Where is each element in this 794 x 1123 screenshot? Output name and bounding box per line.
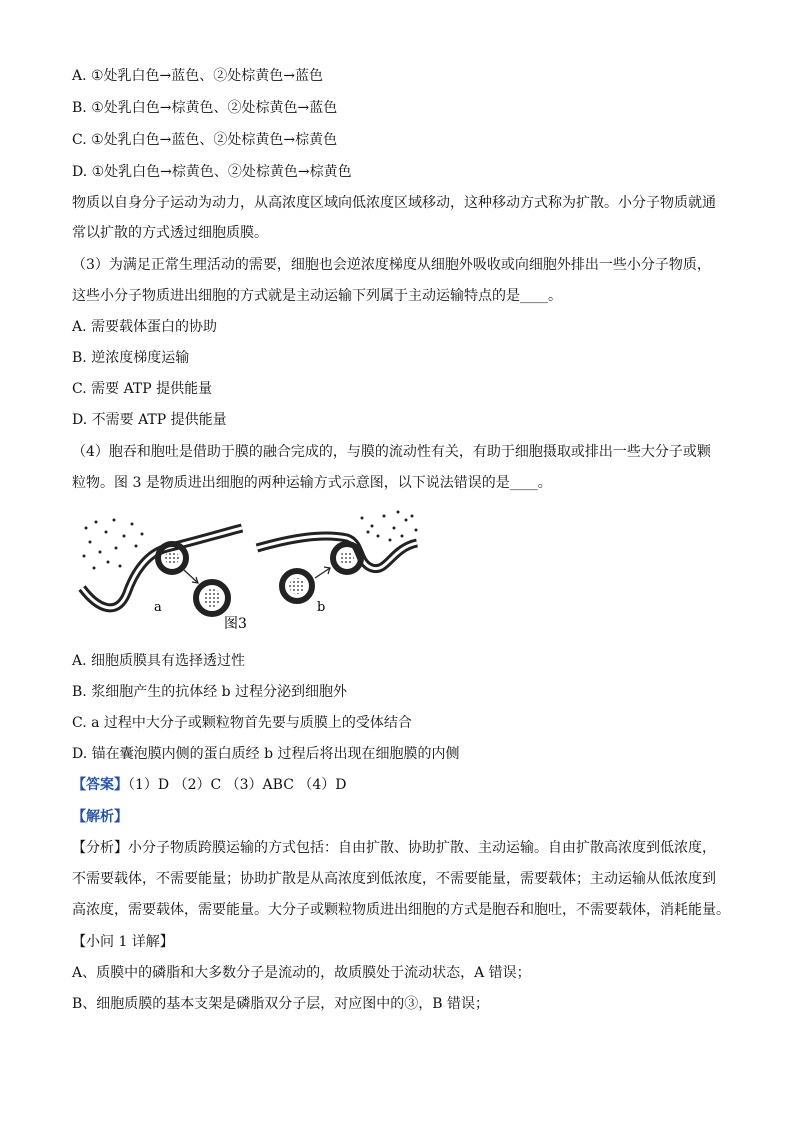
q2-option-a: A. ①处乳白色→蓝色、②处棕黄色→蓝色	[72, 68, 324, 84]
q4-option-b: B. 浆细胞产生的抗体经 b 过程分泌到细胞外	[72, 684, 348, 700]
answer-tag: 【答案】	[72, 777, 128, 793]
q4-stem-line: 粒物。图 3 是物质进出细胞的两种运输方式示意图，以下说法错误的是____。	[72, 475, 552, 491]
diffusion-text-line: 物质以自身分子运动为动力，从高浓度区域向低浓度区域移动，这种移动方式称为扩散。小分子物质就通	[72, 195, 716, 211]
diffusion-text-line: 常以扩散的方式透过细胞质膜。	[72, 225, 268, 241]
sub1-line: A、质膜中的磷脂和大多数分子是流动的，故质膜处于流动状态，A 错误；	[72, 965, 531, 981]
answer-text: （1）D （2）C （3）ABC （4）D	[128, 777, 347, 793]
figure-label-b: b	[317, 600, 326, 615]
q3-stem-line: 这些小分子物质进出细胞的方式就是主动运输下列属于主动运输特点的是____。	[72, 288, 562, 304]
q4-option-a: A. 细胞质膜具有选择透过性	[72, 653, 246, 669]
figure-label-a: a	[154, 600, 162, 615]
sub1-line: B、细胞质膜的基本支架是磷脂双分子层，对应图中的③，B 错误；	[72, 996, 490, 1012]
analysis-tag-text: 【解析】	[72, 809, 128, 825]
figure-caption: 图3	[224, 616, 247, 632]
q3-stem-line: （3）为满足正常生理活动的需要，细胞也会逆浓度梯度从细胞外吸收或向细胞外排出一些小分子物质，	[72, 257, 711, 273]
q2-option-d: D. ①处乳白色→棕黄色、②处棕黄色→棕黄色	[72, 164, 352, 180]
q3-option-d: D. 不需要 ATP 提供能量	[72, 412, 227, 428]
endocytosis-diagram	[82, 519, 242, 615]
q2-option-c: C. ①处乳白色→蓝色、②处棕黄色→棕黄色	[72, 132, 338, 148]
q3-option-a: A. 需要载体蛋白的协助	[72, 319, 218, 335]
q4-option-d: D. 锚在囊泡膜内侧的蛋白质经 b 过程后将出现在细胞膜的内侧	[72, 746, 460, 762]
analysis-line: 【分析】小分子物质跨膜运输的方式包括：自由扩散、协助扩散、主动运输。自由扩散高浓度到低浓度，	[72, 840, 716, 856]
sub1-title: 【小问 1 详解】	[72, 934, 174, 950]
q4-stem-line: （4）胞吞和胞吐是借助于膜的融合完成的，与膜的流动性有关，有助于细胞摄取或排出一些大分子或颗	[72, 444, 711, 460]
exocytosis-diagram	[257, 511, 418, 602]
analysis-line: 高浓度，需要载体，需要能量。大分子或颗粒物质进出细胞的方式是胞吞和胞吐，不需要载体，消耗能量。	[72, 902, 730, 918]
q4-option-c: C. a 过程中大分子或颗粒物首先要与质膜上的受体结合	[72, 715, 412, 731]
analysis-line: 不需要载体，不需要能量；协助扩散是从高浓度到低浓度，不需要能量，需要载体；主动运输从低浓度到	[72, 871, 716, 887]
q2-option-b: B. ①处乳白色→棕黄色、②处棕黄色→蓝色	[72, 100, 338, 116]
q3-option-c: C. 需要 ATP 提供能量	[72, 381, 213, 397]
analysis-tag	[72, 807, 128, 827]
figure-3	[72, 508, 432, 638]
q3-option-b: B. 逆浓度梯度运输	[72, 350, 190, 366]
answer-line	[72, 775, 347, 795]
